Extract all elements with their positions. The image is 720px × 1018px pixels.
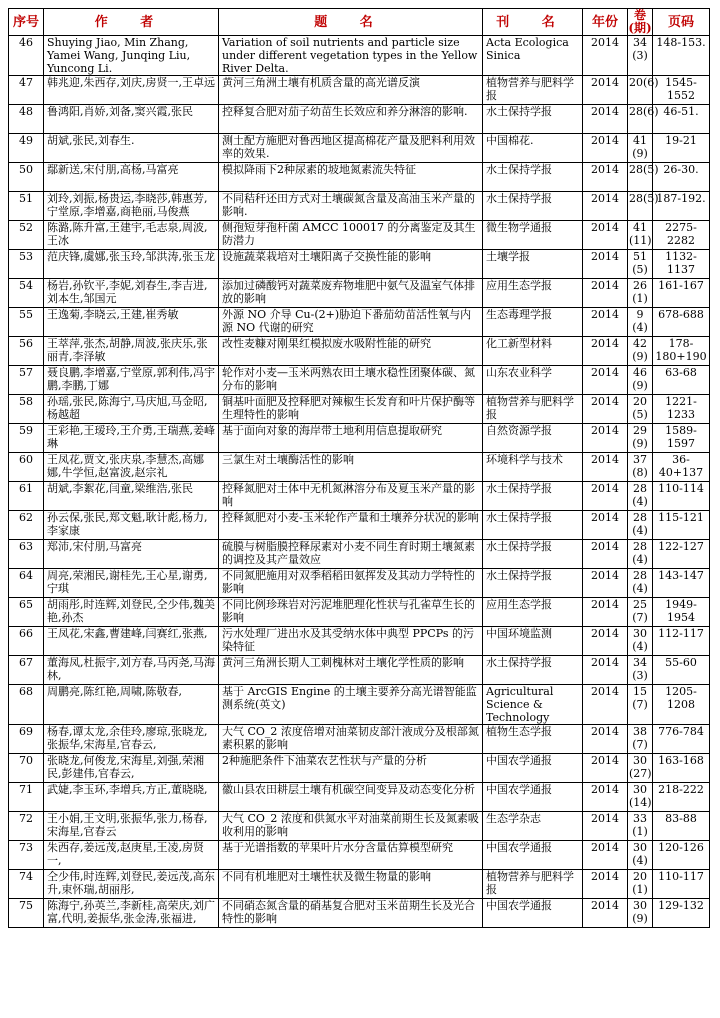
cell-title: 外源 NO 介导 Cu-(2+)胁迫下番茄幼苗活性氧与内源 NO 代谢的研究 (219, 308, 483, 337)
cell-title: 控释氮肥对小麦-玉米轮作产量和土壤养分状况的影响 (219, 511, 483, 540)
cell-journal: 中国农学通报 (483, 899, 583, 928)
cell-authors: 周鹏亮,陈红艳,周啸,陈敬春, (44, 685, 219, 725)
cell-year: 2014 (583, 105, 628, 134)
cell-authors: 鲁鸿阳,肖娇,刘备,窦兴霞,张民 (44, 105, 219, 134)
cell-no: 62 (9, 511, 44, 540)
cell-journal: 生态毒理学报 (483, 308, 583, 337)
header-title (219, 9, 483, 36)
cell-pages: 178-180+190 (653, 337, 710, 366)
cell-authors: 聂良鹏,李增嘉,宁堂原,郭利伟,冯宇鹏,李鹏,丁娜 (44, 366, 219, 395)
table-row (9, 569, 710, 598)
cell-year: 2014 (583, 511, 628, 540)
cell-title: 测土配方施肥对鲁西地区提高棉花产量及肥料利用效率的效果. (219, 134, 483, 163)
cell-journal: 水土保持学报 (483, 540, 583, 569)
cell-authors: 王彩艳,王瑷玲,王介勇,王瑞燕,姜峰琳 (44, 424, 219, 453)
cell-authors: 孙云保,张民,郑文魁,耿计彪,杨力,李家康 (44, 511, 219, 540)
cell-journal: 植物营养与肥料学报 (483, 870, 583, 899)
cell-pages: 115-121 (653, 511, 710, 540)
cell-title: 基于 ArcGIS Engine 的土壤主要养分高光谱智能监测系统(英文) (219, 685, 483, 725)
cell-no: 75 (9, 899, 44, 928)
cell-year: 2014 (583, 598, 628, 627)
cell-journal: 水土保持学报 (483, 482, 583, 511)
cell-pages: 678-688 (653, 308, 710, 337)
cell-pages: 120-126 (653, 841, 710, 870)
table-row (9, 395, 710, 424)
cell-title: 改性麦糠对刚果红模拟废水吸附性能的研究 (219, 337, 483, 366)
cell-year: 2014 (583, 308, 628, 337)
cell-no: 65 (9, 598, 44, 627)
cell-authors: 胡斌,张民,刘春生. (44, 134, 219, 163)
cell-no: 74 (9, 870, 44, 899)
cell-no: 70 (9, 754, 44, 783)
cell-no: 59 (9, 424, 44, 453)
cell-journal: 植物生态学报 (483, 725, 583, 754)
cell-authors: 王逸菊,李晓云,王建,崔秀敏 (44, 308, 219, 337)
cell-pages: 161-167 (653, 279, 710, 308)
cell-pages: 1545-1552 (653, 76, 710, 105)
cell-volume: 30 (4) (628, 627, 653, 656)
cell-volume: 28 (4) (628, 511, 653, 540)
cell-title: 控释复合肥对茄子幼苗生长效应和养分淋溶的影响. (219, 105, 483, 134)
table-body (9, 36, 710, 928)
cell-pages: 110-114 (653, 482, 710, 511)
cell-volume: 9 (4) (628, 308, 653, 337)
cell-no: 58 (9, 395, 44, 424)
cell-authors: 王小娟,王文明,张振华,张力,杨春,宋海星,官春云 (44, 812, 219, 841)
cell-year: 2014 (583, 36, 628, 76)
cell-pages: 1221-1233 (653, 395, 710, 424)
cell-pages: 19-21 (653, 134, 710, 163)
cell-no: 71 (9, 783, 44, 812)
table-row (9, 812, 710, 841)
cell-no: 53 (9, 250, 44, 279)
cell-authors: 武婕,李玉环,李增兵,方正,董晓晓, (44, 783, 219, 812)
cell-authors: 韩兆迎,朱西存,刘庆,房贤一,王卓远 (44, 76, 219, 105)
header-authors (44, 9, 219, 36)
cell-volume: 42 (9) (628, 337, 653, 366)
cell-year: 2014 (583, 424, 628, 453)
header-title-label: 题 名 (314, 14, 387, 30)
cell-title: 大气 CO_2 浓度倍增对油菜韧皮部汁液成分及根部氮素积累的影响 (219, 725, 483, 754)
cell-pages: 1589-1597 (653, 424, 710, 453)
cell-journal: Agricultural Science & Technology (483, 685, 583, 725)
cell-pages: 36-40+137 (653, 453, 710, 482)
table-row (9, 783, 710, 812)
cell-title: 不同氮肥施用对双季稻稻田氨挥发及其动力学特性的影响 (219, 569, 483, 598)
cell-year: 2014 (583, 192, 628, 221)
cell-authors: 胡雨彤,时连辉,刘登民,仝少伟,魏美艳,孙杰 (44, 598, 219, 627)
cell-no: 61 (9, 482, 44, 511)
cell-journal: 中国农学通报 (483, 841, 583, 870)
cell-volume: 29 (9) (628, 424, 653, 453)
cell-pages: 129-132 (653, 899, 710, 928)
header-row (9, 9, 710, 36)
cell-authors: 陈海宁,孙英兰,李新桂,高荣庆,刘广富,代明,姜振华,张金涛,张福进, (44, 899, 219, 928)
table-row (9, 685, 710, 725)
cell-title: 控释氮肥对土体中无机氮淋溶分布及夏玉米产量的影响 (219, 482, 483, 511)
cell-no: 66 (9, 627, 44, 656)
cell-year: 2014 (583, 841, 628, 870)
cell-title: Variation of soil nutrients and particle size under different vegetation types in the Yellow River Delta. (219, 36, 483, 76)
cell-year: 2014 (583, 685, 628, 725)
table-row (9, 598, 710, 627)
cell-journal: 微生物学通报 (483, 221, 583, 250)
cell-authors: 郑沛,宋付朋,马富亮 (44, 540, 219, 569)
table-row (9, 163, 710, 192)
cell-volume: 15 (7) (628, 685, 653, 725)
cell-journal: 土壤学报 (483, 250, 583, 279)
cell-pages: 148-153. (653, 36, 710, 76)
table-row (9, 36, 710, 76)
cell-year: 2014 (583, 250, 628, 279)
cell-journal: 应用生态学报 (483, 598, 583, 627)
cell-year: 2014 (583, 453, 628, 482)
header-volume: 卷 (期) (628, 8, 652, 35)
cell-title: 污水处理厂进出水及其受纳水体中典型 PPCPs 的污染特征 (219, 627, 483, 656)
table-row (9, 870, 710, 899)
header-authors-label: 作 者 (94, 14, 168, 30)
cell-authors: 王凤花,贾文,张庆泉,李慧杰,高娜娜,牛学恒,赵富波,赵宗礼 (44, 453, 219, 482)
cell-authors: 鄢新送,宋付朋,高杨,马富亮 (44, 163, 219, 192)
cell-journal: 水土保持学报 (483, 511, 583, 540)
cell-authors: 陈潞,陈升富,王建宇,毛志泉,周波,王冰 (44, 221, 219, 250)
cell-volume: 28(5) (628, 163, 653, 192)
cell-journal: 中国环境监测 (483, 627, 583, 656)
table-row (9, 482, 710, 511)
cell-authors: 仝少伟,时连辉,刘登民,姜远茂,高东升,束怀瑞,胡丽彤, (44, 870, 219, 899)
cell-authors: 刘玲,刘振,杨贵运,李晓莎,韩惠芳,宁堂原,李增嘉,商艳丽,马俊燕 (44, 192, 219, 221)
cell-pages: 218-222 (653, 783, 710, 812)
table-row (9, 754, 710, 783)
cell-year: 2014 (583, 337, 628, 366)
table-row (9, 105, 710, 134)
cell-volume: 28(6) (628, 105, 653, 134)
cell-pages: 2275-2282 (653, 221, 710, 250)
table-row (9, 76, 710, 105)
cell-year: 2014 (583, 540, 628, 569)
cell-year: 2014 (583, 627, 628, 656)
cell-volume: 37 (8) (628, 453, 653, 482)
cell-year: 2014 (583, 76, 628, 105)
cell-volume: 46 (9) (628, 366, 653, 395)
table-row (9, 250, 710, 279)
cell-journal: 环境科学与技术 (483, 453, 583, 482)
cell-year: 2014 (583, 812, 628, 841)
cell-pages: 26-30. (653, 163, 710, 192)
cell-journal: 水土保持学报 (483, 192, 583, 221)
table-row (9, 192, 710, 221)
cell-no: 69 (9, 725, 44, 754)
cell-journal: 生态学杂志 (483, 812, 583, 841)
cell-journal: 中国农学通报 (483, 754, 583, 783)
cell-volume: 30 (14) (628, 783, 653, 812)
cell-no: 51 (9, 192, 44, 221)
cell-title: 添加过磷酸钙对蔬菜废弃物堆肥中氨气及温室气体排放的影响 (219, 279, 483, 308)
table-row (9, 453, 710, 482)
cell-pages: 1205-1208 (653, 685, 710, 725)
cell-volume: 20 (1) (628, 870, 653, 899)
publication-table (8, 8, 710, 928)
cell-volume: 41 (9) (628, 134, 653, 163)
cell-authors: 胡斌,李絮花,闫童,梁维浩,张民 (44, 482, 219, 511)
cell-authors: Shuying Jiao, Min Zhang, Yamei Wang, Junqing Liu, Yuncong Li. (44, 36, 219, 76)
cell-journal: Acta Ecologica Sinica (483, 36, 583, 76)
header-journal (483, 9, 583, 36)
cell-journal: 中国农学通报 (483, 783, 583, 812)
cell-title: 轮作对小麦—玉米两熟农田土壤水稳性团聚体碳、氮分布的影响 (219, 366, 483, 395)
cell-title: 基于面向对象的海岸带土地利用信息提取研究 (219, 424, 483, 453)
cell-authors: 张晓龙,何俊龙,宋海星,刘强,荣湘民,彭建伟,官春云, (44, 754, 219, 783)
cell-volume: 30 (9) (628, 899, 653, 928)
cell-year: 2014 (583, 482, 628, 511)
cell-pages: 112-117 (653, 627, 710, 656)
cell-volume: 34 (3) (628, 656, 653, 685)
table-row (9, 540, 710, 569)
cell-no: 60 (9, 453, 44, 482)
table-row (9, 279, 710, 308)
table-row (9, 366, 710, 395)
cell-volume: 41 (11) (628, 221, 653, 250)
cell-authors: 董海凤,杜振宇,刘方春,马丙尧,马海林, (44, 656, 219, 685)
cell-title: 不同硝态氮含量的硝基复合肥对玉米苗期生长及光合特性的影响 (219, 899, 483, 928)
header-no: 序号 (9, 9, 44, 36)
cell-title: 不同有机堆肥对土壤性状及微生物量的影响 (219, 870, 483, 899)
cell-volume: 33 (1) (628, 812, 653, 841)
cell-no: 56 (9, 337, 44, 366)
cell-no: 50 (9, 163, 44, 192)
cell-authors: 范庆锋,虞娜,张玉玲,邹洪涛,张玉龙 (44, 250, 219, 279)
cell-pages: 776-784 (653, 725, 710, 754)
cell-no: 67 (9, 656, 44, 685)
cell-volume: 28 (4) (628, 540, 653, 569)
cell-title: 黄河三角洲土壤有机质含量的高光谱反演 (219, 76, 483, 105)
cell-year: 2014 (583, 134, 628, 163)
cell-title: 侧孢短芽孢杆菌 AMCC 100017 的分离鉴定及其生防潜力 (219, 221, 483, 250)
cell-authors: 朱西存,姜远茂,赵庚星,王凌,房贤一, (44, 841, 219, 870)
table-row (9, 134, 710, 163)
cell-volume: 28(5) (628, 192, 653, 221)
cell-year: 2014 (583, 395, 628, 424)
cell-volume: 28 (4) (628, 482, 653, 511)
cell-pages: 55-60 (653, 656, 710, 685)
cell-title: 大气 CO_2 浓度和供氮水平对油菜前期生长及氮素吸收利用的影响 (219, 812, 483, 841)
cell-no: 47 (9, 76, 44, 105)
cell-volume: 20(6) (628, 76, 653, 105)
cell-title: 2种施肥条件下油菜农艺性状与产量的分析 (219, 754, 483, 783)
cell-pages: 163-168 (653, 754, 710, 783)
cell-authors: 王萃萍,张杰,胡静,周波,张庆乐,张丽青,李泽敏 (44, 337, 219, 366)
table-row (9, 899, 710, 928)
cell-pages: 1949-1954 (653, 598, 710, 627)
cell-year: 2014 (583, 366, 628, 395)
table-row (9, 308, 710, 337)
cell-pages: 63-68 (653, 366, 710, 395)
cell-journal: 植物营养与肥料学报 (483, 76, 583, 105)
table-row (9, 337, 710, 366)
cell-volume: 51 (5) (628, 250, 653, 279)
header-pages: 页码 (653, 9, 710, 36)
cell-journal: 化工新型材料 (483, 337, 583, 366)
cell-no: 54 (9, 279, 44, 308)
cell-journal: 应用生态学报 (483, 279, 583, 308)
cell-authors: 王凤花,宋鑫,曹建峰,闫赛红,张燕, (44, 627, 219, 656)
cell-no: 48 (9, 105, 44, 134)
cell-year: 2014 (583, 163, 628, 192)
cell-journal: 植物营养与肥料学报 (483, 395, 583, 424)
cell-journal: 中国棉花. (483, 134, 583, 163)
cell-title: 徽山县农田耕层土壤有机碳空间变异及动态变化分析 (219, 783, 483, 812)
cell-authors: 孙瑶,张民,陈海宁,马庆旭,马金昭,杨越超 (44, 395, 219, 424)
table-row (9, 725, 710, 754)
cell-no: 49 (9, 134, 44, 163)
table-row (9, 841, 710, 870)
cell-no: 68 (9, 685, 44, 725)
header-year: 年份 (583, 9, 628, 36)
cell-pages: 122-127 (653, 540, 710, 569)
cell-volume: 20 (5) (628, 395, 653, 424)
cell-no: 52 (9, 221, 44, 250)
cell-journal: 自然资源学报 (483, 424, 583, 453)
cell-title: 模拟降雨下2种尿素的坡地氮素流失特征 (219, 163, 483, 192)
cell-volume: 30 (27) (628, 754, 653, 783)
cell-volume: 26 (1) (628, 279, 653, 308)
cell-pages: 187-192. (653, 192, 710, 221)
cell-authors: 杨春,谭太龙,余佳玲,廖琼,张晓龙,张振华,宋海星,官春云, (44, 725, 219, 754)
cell-journal: 水土保持学报 (483, 569, 583, 598)
cell-volume: 25 (7) (628, 598, 653, 627)
cell-no: 64 (9, 569, 44, 598)
cell-pages: 143-147 (653, 569, 710, 598)
table-row (9, 424, 710, 453)
cell-no: 55 (9, 308, 44, 337)
cell-volume: 30 (4) (628, 841, 653, 870)
header-journal-label: 刊 名 (496, 14, 569, 30)
cell-authors: 杨岩,孙钦平,李妮,刘春生,李吉进,刘本生,邹国元 (44, 279, 219, 308)
cell-journal: 水土保持学报 (483, 105, 583, 134)
cell-year: 2014 (583, 221, 628, 250)
cell-title: 三氯生对土壤酶活性的影响 (219, 453, 483, 482)
table-row (9, 656, 710, 685)
cell-year: 2014 (583, 279, 628, 308)
cell-title: 硫膜与树脂膜控释尿素对小麦不同生育时期土壤氮素的调控及其产量效应 (219, 540, 483, 569)
cell-journal: 水土保持学报 (483, 163, 583, 192)
cell-no: 46 (9, 36, 44, 76)
cell-no: 73 (9, 841, 44, 870)
cell-pages: 83-88 (653, 812, 710, 841)
cell-title: 设施蔬菜栽培对土壤阳离子交换性能的影响 (219, 250, 483, 279)
cell-title: 不同秸秆还田方式对土壤碳氮含量及高油玉米产量的影响. (219, 192, 483, 221)
cell-title: 黄河三角洲长期人工刺槐林对土壤化学性质的影响 (219, 656, 483, 685)
table-row (9, 511, 710, 540)
cell-year: 2014 (583, 899, 628, 928)
cell-year: 2014 (583, 783, 628, 812)
cell-year: 2014 (583, 725, 628, 754)
cell-volume: 28 (4) (628, 569, 653, 598)
cell-year: 2014 (583, 656, 628, 685)
cell-volume: 38 (7) (628, 725, 653, 754)
cell-journal: 水土保持学报 (483, 656, 583, 685)
table-row (9, 627, 710, 656)
cell-pages: 1132-1137 (653, 250, 710, 279)
cell-year: 2014 (583, 754, 628, 783)
cell-title: 铜基叶面肥及控释肥对辣椒生长发育和叶片保护酶等生理特性的影响 (219, 395, 483, 424)
cell-pages: 110-117 (653, 870, 710, 899)
cell-title: 基于光谱指数的苹果叶片水分含量估算模型研究 (219, 841, 483, 870)
cell-year: 2014 (583, 870, 628, 899)
cell-no: 63 (9, 540, 44, 569)
cell-journal: 山东农业科学 (483, 366, 583, 395)
cell-no: 72 (9, 812, 44, 841)
cell-volume: 34 (3) (628, 36, 653, 76)
table-row (9, 221, 710, 250)
cell-no: 57 (9, 366, 44, 395)
cell-title: 不同比例珍珠岩对污泥堆肥理化性状与孔雀草生长的影响 (219, 598, 483, 627)
cell-pages: 46-51. (653, 105, 710, 134)
cell-authors: 周亮,荣湘民,谢桂先,王心星,谢勇,宁琪 (44, 569, 219, 598)
cell-year: 2014 (583, 569, 628, 598)
